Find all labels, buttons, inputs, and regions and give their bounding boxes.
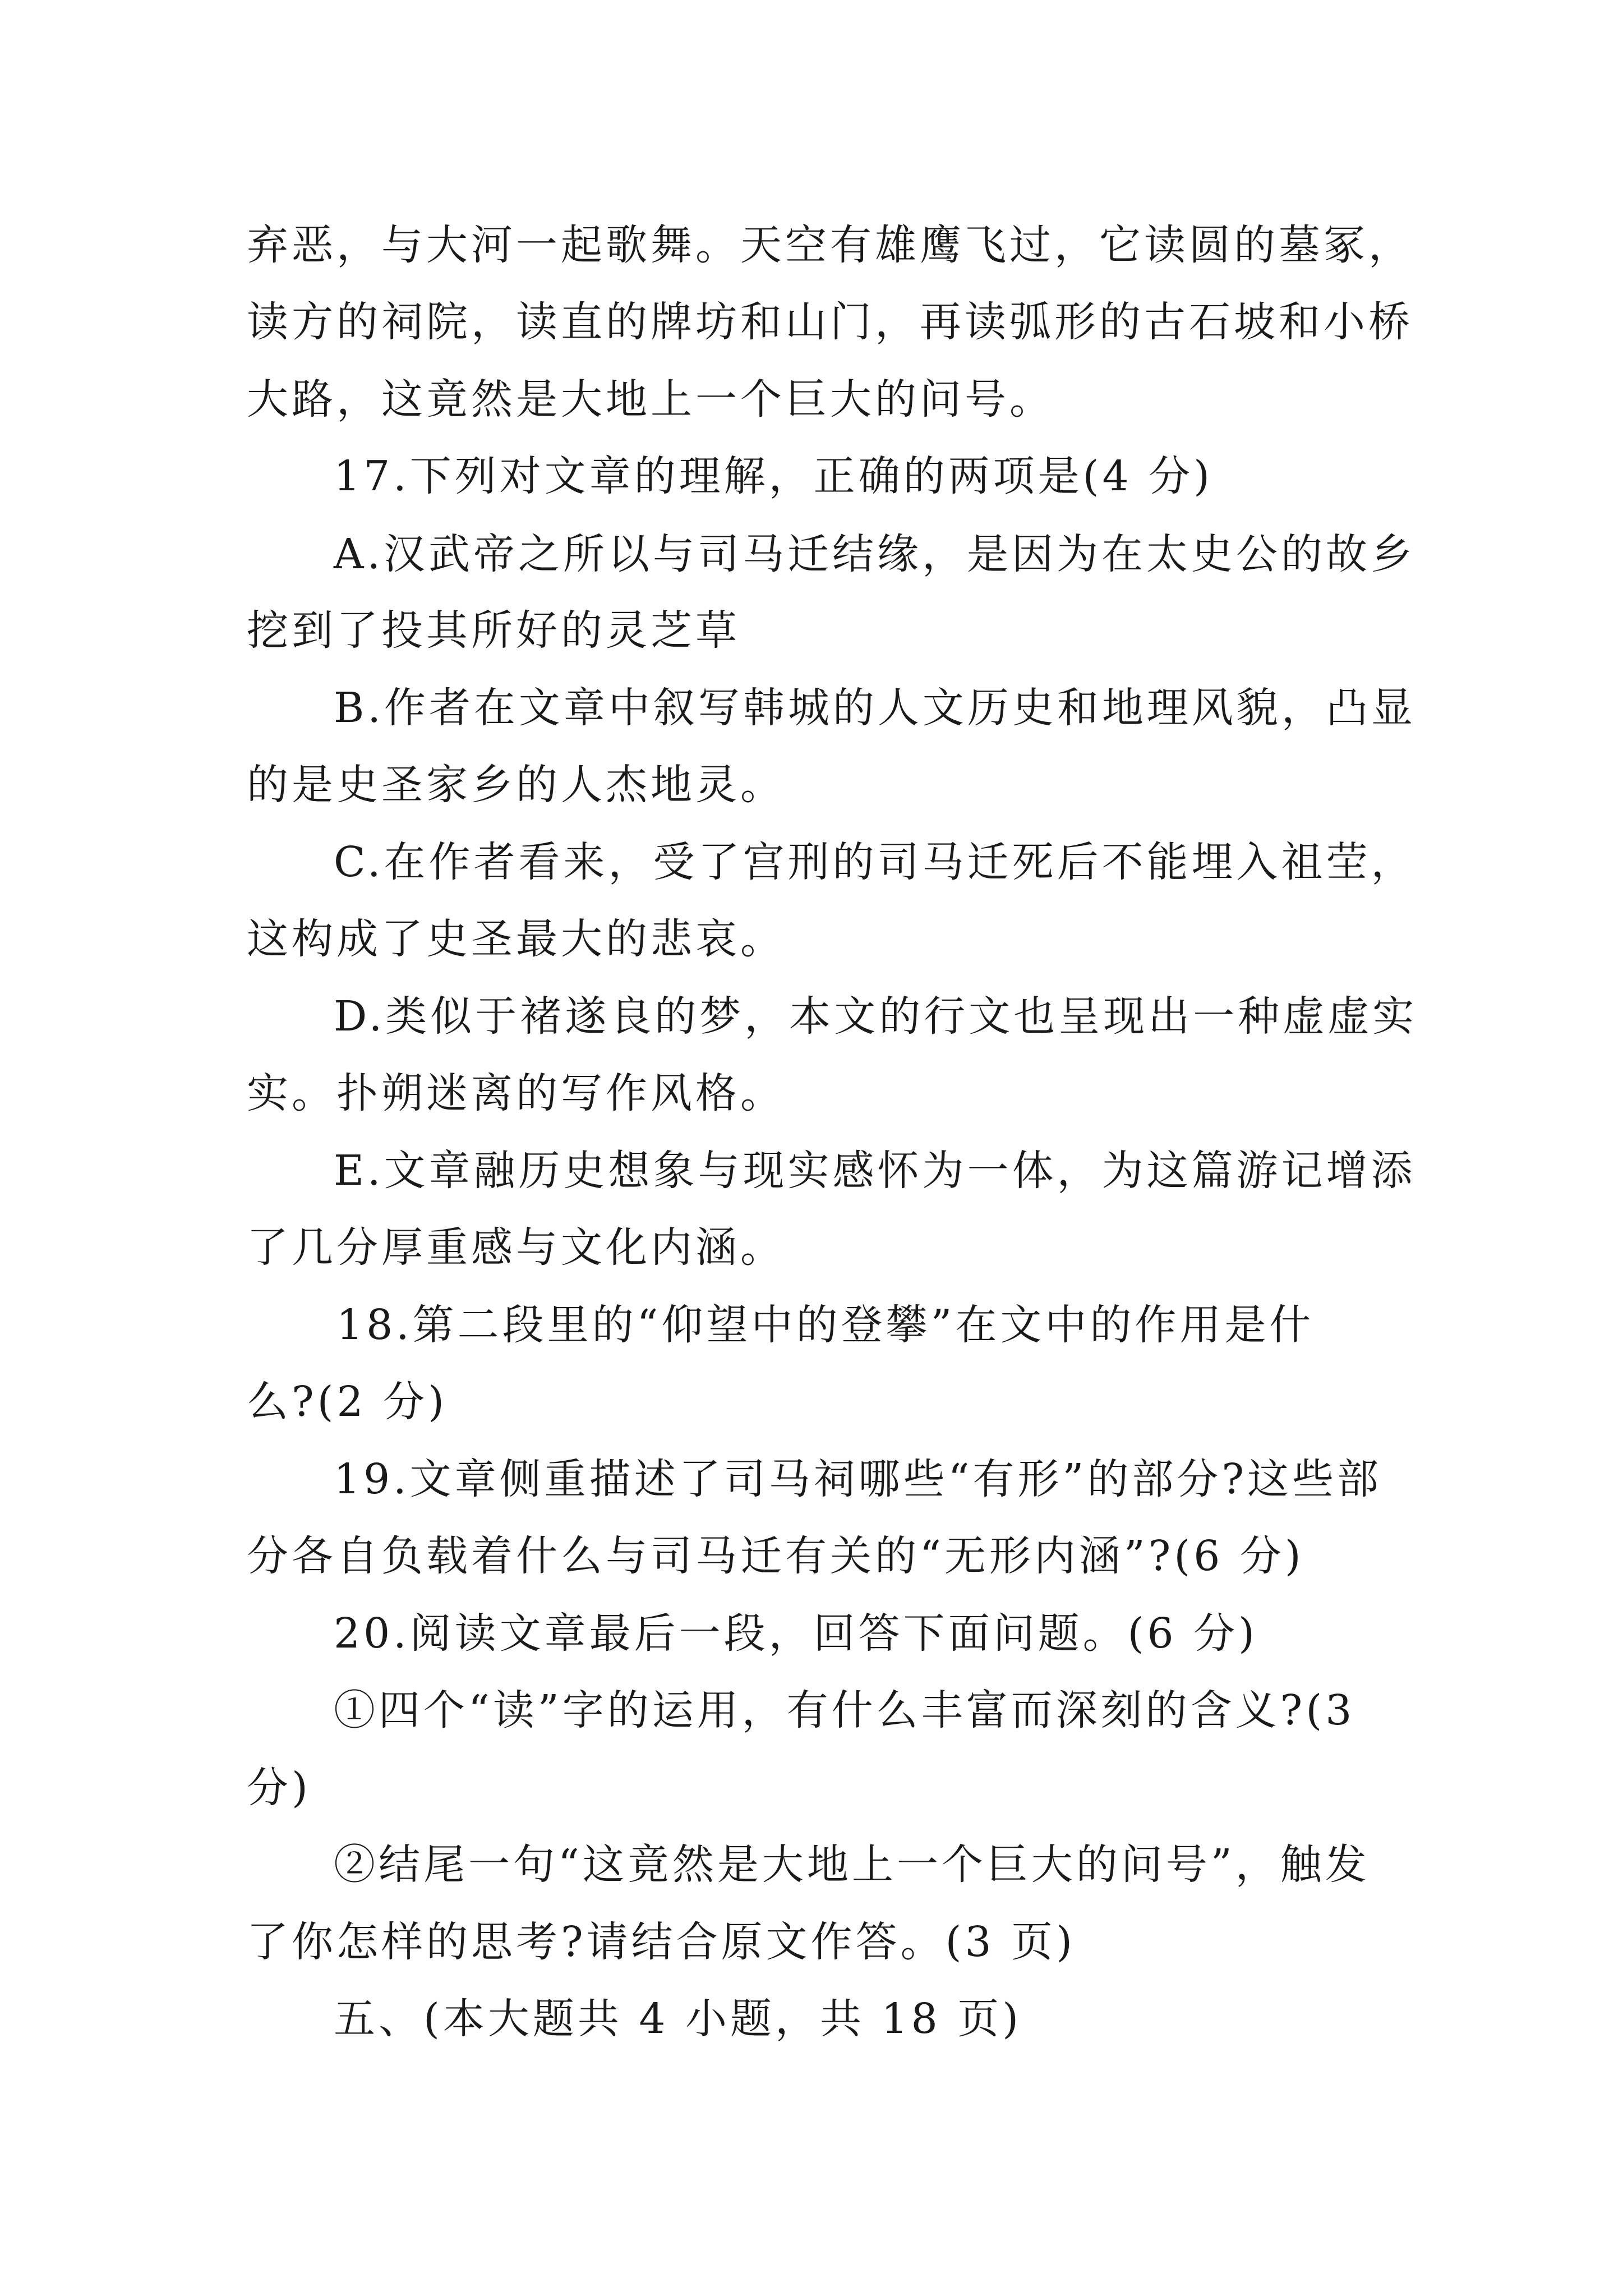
- option-b-line-1: B.作者在文章中叙写韩城的人文历史和地理风貌，凸显: [334, 684, 1416, 732]
- question-17: 17.下列对文章的理解，正确的两项是(4 分): [334, 452, 1214, 500]
- question-20: 20.阅读文章最后一段，回答下面问题。(6 分): [334, 1609, 1258, 1658]
- option-d-line-1: D.类似于褚遂良的梦，本文的行文也呈现出一种虚虚实: [334, 992, 1418, 1041]
- question-20-part-1-line-2: 分): [247, 1764, 311, 1812]
- passage-line-3: 大路，这竟然是大地上一个巨大的问号。: [247, 375, 1054, 424]
- question-20-part-1-line-1: ①四个“读”字的运用，有什么丰富而深刻的含义?(3: [334, 1686, 1355, 1734]
- question-20-part-2-line-1: ②结尾一句“这竟然是大地上一个巨大的问号”，触发: [334, 1841, 1370, 1889]
- option-b-line-2: 的是史圣家乡的人杰地灵。: [247, 761, 785, 809]
- option-e-line-2: 了几分厚重感与文化内涵。: [247, 1223, 785, 1272]
- question-18-line-2: 么?(2 分): [247, 1378, 448, 1426]
- question-19-line-1: 19.文章侧重描述了司马祠哪些“有形”的部分?这些部: [334, 1455, 1382, 1503]
- passage-line-2: 读方的祠院，读直的牌坊和山门，再读弧形的古石坡和小桥: [247, 298, 1413, 346]
- section-five-heading: 五、(本大题共 4 小题，共 18 页): [334, 1995, 1022, 2043]
- question-18-line-1: 18.第二段里的“仰望中的登攀”在文中的作用是什: [336, 1301, 1315, 1349]
- question-20-part-2-line-2: 了你怎样的思考?请结合原文作答。(3 页): [247, 1918, 1076, 1966]
- option-d-line-2: 实。扑朔迷离的写作风格。: [247, 1069, 785, 1117]
- passage-line-1: 弃恶，与大河一起歌舞。天空有雄鹰飞过，它读圆的墓冢，: [247, 221, 1413, 269]
- question-19-line-2: 分各自负载着什么与司马迁有关的“无形内涵”?(6 分): [247, 1532, 1304, 1580]
- option-c-line-2: 这构成了史圣最大的悲哀。: [247, 915, 785, 963]
- option-a-line-2: 挖到了投其所好的灵芝草: [247, 606, 740, 655]
- option-e-line-1: E.文章融历史想象与现实感怀为一体，为这篇游记增添: [334, 1147, 1416, 1195]
- option-c-line-1: C.在作者看来，受了宫刑的司马迁死后不能埋入祖茔，: [334, 838, 1416, 886]
- option-a-line-1: A.汉武帝之所以与司马迁结缘，是因为在太史公的故乡: [334, 530, 1415, 578]
